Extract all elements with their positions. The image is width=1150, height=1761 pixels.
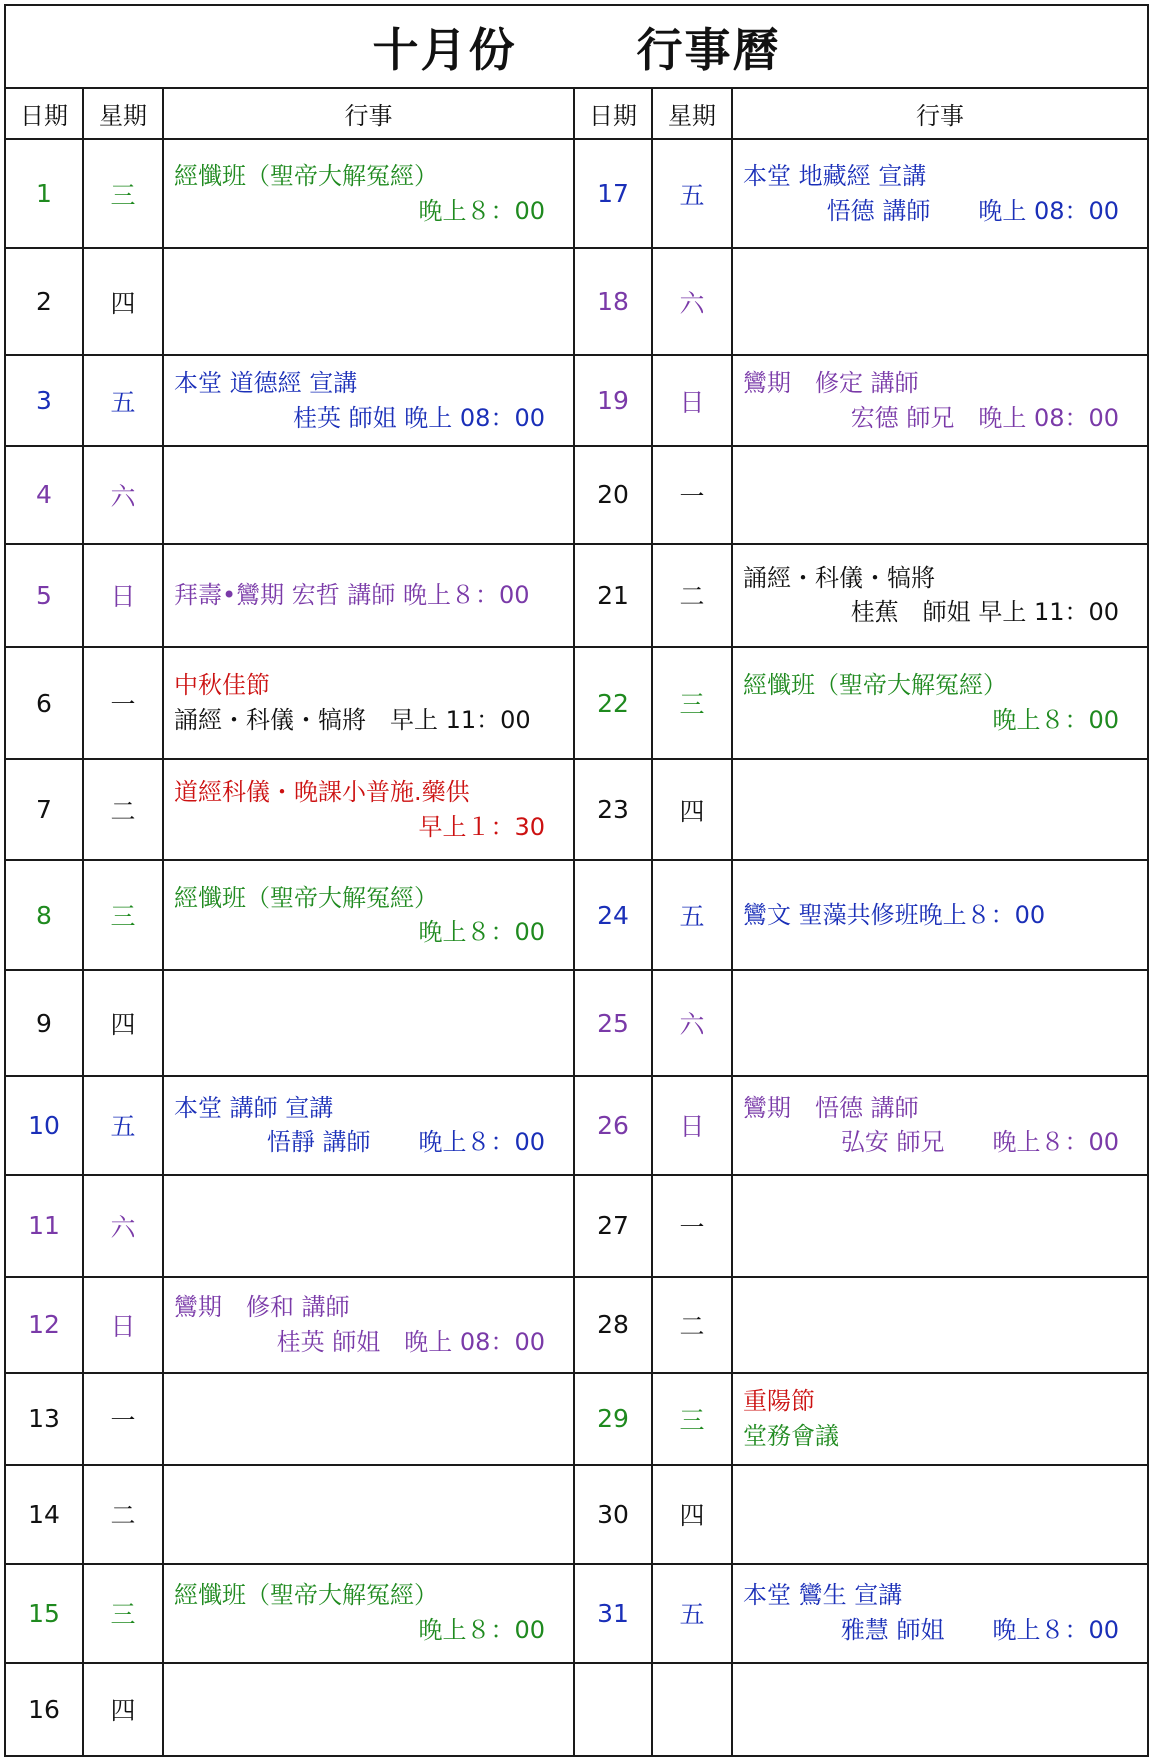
calendar-row bbox=[5, 647, 1148, 759]
event-cell bbox=[163, 860, 574, 970]
event-cell bbox=[732, 647, 1148, 759]
date-cell: 26 bbox=[574, 1076, 652, 1175]
calendar-title bbox=[5, 5, 1148, 88]
event-cell bbox=[732, 1663, 1148, 1756]
header-events-left: 行事 bbox=[163, 88, 574, 139]
event-line: 桂英 師姐 晚上 08：00 bbox=[276, 1327, 545, 1356]
event-line: 誦經・科儀・犒將 bbox=[743, 563, 935, 592]
header-events-right: 行事 bbox=[732, 88, 1148, 139]
weekday-cell: 六 bbox=[83, 1175, 163, 1277]
date-cell: 8 bbox=[5, 860, 83, 970]
date-cell: 11 bbox=[5, 1175, 83, 1277]
weekday-cell: 五 bbox=[652, 139, 732, 248]
date-cell: 28 bbox=[574, 1277, 652, 1373]
calendar-row bbox=[5, 1076, 1148, 1175]
date-cell: 5 bbox=[5, 544, 83, 647]
header-weekday-left: 星期 bbox=[83, 88, 163, 139]
event-cell bbox=[163, 1175, 574, 1277]
weekday-cell: 四 bbox=[652, 759, 732, 860]
event-line: 道經科儀・晚課小普施.藥供 bbox=[174, 778, 470, 807]
weekday-cell: 一 bbox=[652, 1175, 732, 1277]
event-cell bbox=[163, 970, 574, 1076]
weekday-cell: 二 bbox=[652, 1277, 732, 1373]
title-calendar: 行事曆 bbox=[636, 22, 781, 77]
event-cell bbox=[163, 139, 574, 248]
event-line: 鸞期 修定 講師 bbox=[743, 368, 919, 397]
date-cell: 16 bbox=[5, 1663, 83, 1756]
weekday-cell: 五 bbox=[83, 1076, 163, 1175]
event-cell bbox=[163, 1373, 574, 1465]
event-cell bbox=[163, 759, 574, 860]
calendar-row bbox=[5, 1175, 1148, 1277]
date-cell: 31 bbox=[574, 1564, 652, 1663]
event-cell bbox=[732, 248, 1148, 355]
event-cell bbox=[732, 860, 1148, 970]
weekday-cell: 日 bbox=[652, 1076, 732, 1175]
event-cell bbox=[732, 759, 1148, 860]
event-line: 本堂 講師 宣講 bbox=[174, 1093, 334, 1122]
calendar-row bbox=[5, 139, 1148, 248]
weekday-cell: 五 bbox=[652, 860, 732, 970]
event-line: 鸞期 修和 講師 bbox=[174, 1293, 350, 1321]
event-cell bbox=[163, 1663, 574, 1756]
weekday-cell: 日 bbox=[652, 355, 732, 446]
event-cell bbox=[163, 647, 574, 759]
weekday-cell: 五 bbox=[83, 355, 163, 446]
event-line: 弘安 師兄 晚上８：00 bbox=[840, 1128, 1120, 1157]
event-cell bbox=[732, 1076, 1148, 1175]
event-cell bbox=[732, 544, 1148, 647]
date-cell: 19 bbox=[574, 355, 652, 446]
date-cell: 21 bbox=[574, 544, 652, 647]
event-cell bbox=[163, 446, 574, 544]
event-line: 本堂 道德經 宣講 bbox=[174, 368, 358, 397]
weekday-cell: 四 bbox=[83, 1663, 163, 1756]
header-weekday-right: 星期 bbox=[652, 88, 732, 139]
date-cell: 27 bbox=[574, 1175, 652, 1277]
event-line: 誦經・科儀・犒將 早上 11：00 bbox=[174, 706, 531, 735]
weekday-cell: 二 bbox=[83, 1465, 163, 1564]
event-cell bbox=[732, 139, 1148, 248]
weekday-cell: 六 bbox=[83, 446, 163, 544]
calendar-row bbox=[5, 1564, 1148, 1663]
weekday-cell: 六 bbox=[652, 970, 732, 1076]
weekday-cell: 四 bbox=[652, 1465, 732, 1564]
header-date-left: 日期 bbox=[5, 88, 83, 139]
weekday-cell: 六 bbox=[652, 248, 732, 355]
event-cell bbox=[163, 544, 574, 647]
weekday-cell: 日 bbox=[83, 1277, 163, 1373]
event-cell bbox=[732, 1564, 1148, 1663]
weekday-cell: 一 bbox=[652, 446, 732, 544]
date-cell: 6 bbox=[5, 647, 83, 759]
weekday-cell: 四 bbox=[83, 248, 163, 355]
event-cell bbox=[732, 355, 1148, 446]
weekday-cell: 三 bbox=[652, 1373, 732, 1465]
date-cell: 4 bbox=[5, 446, 83, 544]
calendar-row bbox=[5, 759, 1148, 860]
date-cell: 20 bbox=[574, 446, 652, 544]
event-cell bbox=[732, 1465, 1148, 1564]
date-cell: 29 bbox=[574, 1373, 652, 1465]
weekday-cell: 三 bbox=[652, 647, 732, 759]
event-cell bbox=[163, 1076, 574, 1175]
event-cell bbox=[732, 1373, 1148, 1465]
date-cell: 22 bbox=[574, 647, 652, 759]
calendar-row bbox=[5, 446, 1148, 544]
date-cell: 14 bbox=[5, 1465, 83, 1564]
date-cell: 2 bbox=[5, 248, 83, 355]
event-cell bbox=[732, 1175, 1148, 1277]
calendar-row bbox=[5, 1663, 1148, 1756]
calendar-row bbox=[5, 544, 1148, 647]
date-cell: 9 bbox=[5, 970, 83, 1076]
event-line: 經懺班（聖帝大解冤經） bbox=[174, 1581, 438, 1610]
calendar-row bbox=[5, 1277, 1148, 1373]
weekday-cell: 五 bbox=[652, 1564, 732, 1663]
date-cell: 24 bbox=[574, 860, 652, 970]
weekday-cell: 三 bbox=[83, 139, 163, 248]
weekday-cell: 四 bbox=[83, 970, 163, 1076]
weekday-cell: 二 bbox=[83, 759, 163, 860]
date-cell: 13 bbox=[5, 1373, 83, 1465]
date-cell bbox=[574, 1663, 652, 1756]
date-cell: 18 bbox=[574, 248, 652, 355]
header-date-right: 日期 bbox=[574, 88, 652, 139]
event-line: 桂英 師姐 晚上 08：00 bbox=[293, 403, 545, 432]
event-line: 悟靜 講師 晚上８：00 bbox=[266, 1128, 545, 1157]
event-line: 桂蕉 師姐 早上 11：00 bbox=[850, 598, 1120, 627]
weekday-cell: 一 bbox=[83, 1373, 163, 1465]
event-cell bbox=[163, 355, 574, 446]
weekday-cell bbox=[652, 1663, 732, 1756]
event-line: 晚上８：00 bbox=[418, 918, 545, 947]
event-line: 經懺班（聖帝大解冤經） bbox=[174, 162, 438, 191]
title-month: 十月份 bbox=[372, 22, 517, 77]
calendar-row bbox=[5, 1465, 1148, 1564]
event-line: 重陽節 bbox=[743, 1386, 815, 1415]
date-cell: 1 bbox=[5, 139, 83, 248]
header-row bbox=[5, 88, 1148, 139]
event-cell bbox=[732, 446, 1148, 544]
event-line: 早上１：30 bbox=[418, 812, 545, 841]
event-line: 宏德 師兄 晚上 08：00 bbox=[850, 403, 1120, 432]
weekday-cell: 日 bbox=[83, 544, 163, 647]
calendar-row bbox=[5, 355, 1148, 446]
event-line: 晚上８：00 bbox=[418, 196, 545, 225]
event-line: 悟德 講師 晚上 08：00 bbox=[826, 196, 1120, 225]
date-cell: 12 bbox=[5, 1277, 83, 1373]
event-line: 鸞期 悟德 講師 bbox=[743, 1093, 919, 1122]
weekday-cell: 一 bbox=[83, 647, 163, 759]
weekday-cell: 二 bbox=[652, 544, 732, 647]
event-cell bbox=[163, 1465, 574, 1564]
date-cell: 10 bbox=[5, 1076, 83, 1175]
event-cell bbox=[732, 1277, 1148, 1373]
date-cell: 7 bbox=[5, 759, 83, 860]
event-line: 中秋佳節 bbox=[174, 671, 270, 700]
october-calendar-table bbox=[4, 4, 1149, 1757]
event-line: 堂務會議 bbox=[743, 1421, 839, 1450]
event-line: 經懺班（聖帝大解冤經） bbox=[743, 671, 1007, 700]
calendar-row bbox=[5, 1373, 1148, 1465]
event-line: 鸞文 聖藻共修班晚上８：00 bbox=[743, 901, 1046, 930]
date-cell: 15 bbox=[5, 1564, 83, 1663]
date-cell: 3 bbox=[5, 355, 83, 446]
event-line: 經懺班（聖帝大解冤經） bbox=[174, 883, 438, 912]
event-cell bbox=[163, 248, 574, 355]
event-line: 晚上８：00 bbox=[418, 1616, 545, 1645]
date-cell: 25 bbox=[574, 970, 652, 1076]
event-line: 雅慧 師姐 晚上８：00 bbox=[840, 1616, 1120, 1645]
event-cell bbox=[163, 1564, 574, 1663]
calendar-row bbox=[5, 860, 1148, 970]
event-cell bbox=[732, 970, 1148, 1076]
date-cell: 30 bbox=[574, 1465, 652, 1564]
date-cell: 17 bbox=[574, 139, 652, 248]
event-line: 本堂 鸞生 宣講 bbox=[743, 1581, 903, 1610]
date-cell: 23 bbox=[574, 759, 652, 860]
event-cell bbox=[163, 1277, 574, 1373]
calendar-row bbox=[5, 970, 1148, 1076]
calendar-row bbox=[5, 248, 1148, 355]
weekday-cell: 三 bbox=[83, 1564, 163, 1663]
weekday-cell: 三 bbox=[83, 860, 163, 970]
event-line: 本堂 地藏經 宣講 bbox=[743, 162, 927, 191]
event-line: 拜壽•鸞期 宏哲 講師 晚上８：00 bbox=[174, 581, 530, 610]
event-line: 晚上８：00 bbox=[992, 706, 1120, 735]
